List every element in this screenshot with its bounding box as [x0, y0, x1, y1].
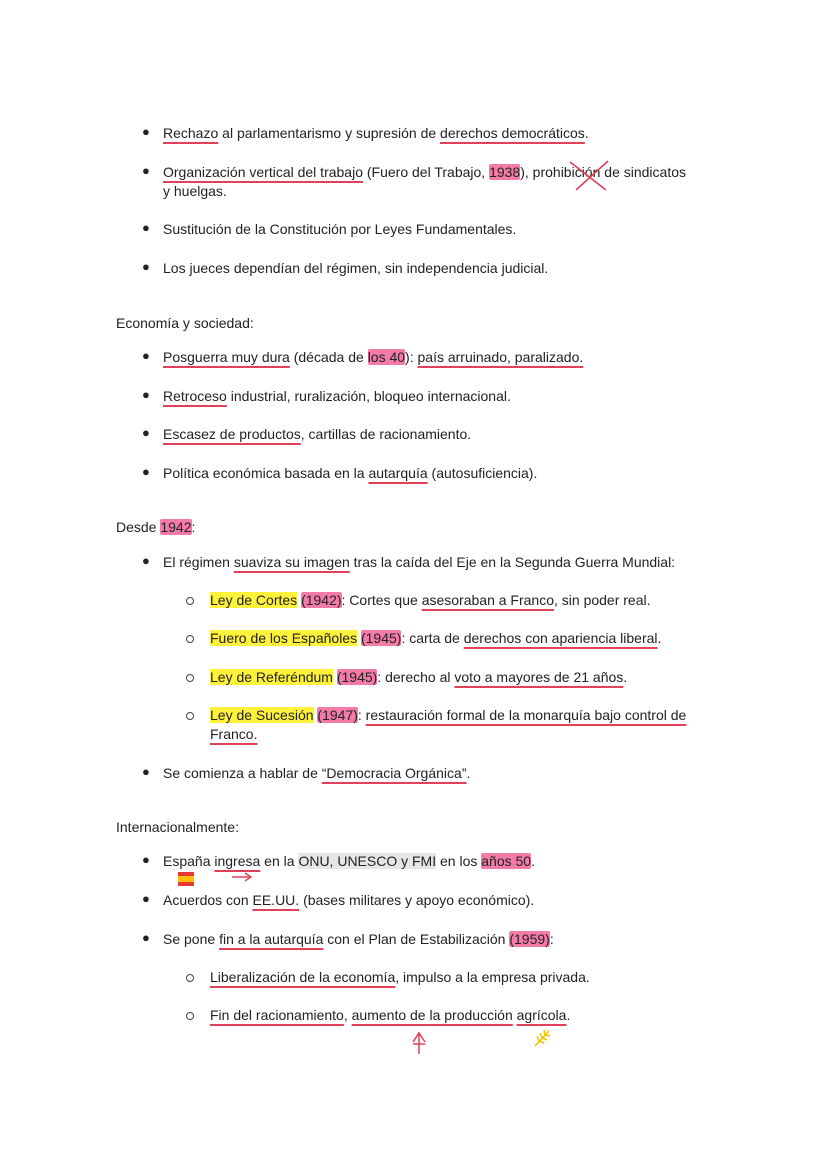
sub-list-item-continuation: Franco. — [210, 726, 258, 742]
sub-list-item: Fin del racionamiento, aumento de la producción agrícola. — [210, 1007, 571, 1023]
list-item-continuation: y huelgas. — [163, 183, 227, 199]
list-item: Política económica basada en la autarquía (autosuficiencia). — [163, 465, 538, 481]
list-item: Posguerra muy dura (década de los 40): país arruinado, paralizado. — [163, 349, 584, 365]
bullet: ● — [142, 553, 150, 568]
sub-list-item: Fuero de los Españoles (1945): carta de derechos con apariencia liberal. — [210, 630, 662, 646]
list-item: Retroceso industrial, ruralización, bloqueo internacional. — [163, 388, 511, 404]
bullet: ● — [142, 163, 150, 178]
section-heading: Economía y sociedad: — [116, 315, 254, 331]
up-arrow-doodle-icon — [410, 1030, 428, 1056]
cross-out-mark — [566, 158, 612, 194]
sub-bullet — [186, 712, 194, 720]
sub-bullet — [186, 974, 194, 982]
bullet: ● — [142, 124, 150, 139]
list-item: Se comienza a hablar de “Democracia Orgánica”. — [163, 765, 471, 781]
sub-bullet — [186, 1012, 194, 1020]
list-item: El régimen suaviza su imagen tras la caída del Eje en la Segunda Guerra Mundial: — [163, 554, 676, 570]
bullet: ● — [142, 259, 150, 274]
bullet: ● — [142, 464, 150, 479]
sub-list-item: Ley de Sucesión (1947): restauración formal de la monarquía bajo control de — [210, 707, 687, 723]
bullet: ● — [142, 387, 150, 402]
list-item: Los jueces dependían del régimen, sin independencia judicial. — [163, 260, 549, 276]
list-item: Acuerdos con EE.UU. (bases militares y apoyo económico). — [163, 892, 535, 908]
list-item: Sustitución de la Constitución por Leyes Fundamentales. — [163, 221, 517, 237]
sub-list-item: Liberalización de la economía, impulso a la empresa privada. — [210, 969, 590, 985]
wheat-doodle-icon — [531, 1027, 553, 1049]
list-item: Se pone fin a la autarquía con el Plan de Estabilización (1959): — [163, 931, 554, 947]
section-heading: Desde 1942: — [116, 519, 196, 535]
sub-bullet — [186, 674, 194, 682]
list-item: Escasez de productos, cartillas de racionamiento. — [163, 426, 472, 442]
bullet: ● — [142, 852, 150, 867]
bullet: ● — [142, 425, 150, 440]
list-item: Organización vertical del trabajo (Fuero del Trabajo, 1938), prohibición de sindicatos — [163, 164, 686, 180]
sub-list-item: Ley de Referéndum (1945): derecho al voto a mayores de 21 años. — [210, 669, 628, 685]
list-item: España ingresa en la ONU, UNESCO y FMI en los años 50. — [163, 853, 535, 869]
sub-bullet — [186, 635, 194, 643]
bullet: ● — [142, 891, 150, 906]
bullet: ● — [142, 220, 150, 235]
sub-bullet — [186, 597, 194, 605]
section-heading: Internacionalmente: — [116, 819, 239, 835]
spain-flag-icon — [177, 871, 195, 887]
arrow-right-icon — [230, 872, 254, 882]
bullet: ● — [142, 930, 150, 945]
bullet: ● — [142, 348, 150, 363]
bullet: ● — [142, 764, 150, 779]
sub-list-item: Ley de Cortes (1942): Cortes que asesoraban a Franco, sin poder real. — [210, 592, 651, 608]
list-item: Rechazo al parlamentarismo y supresión de derechos democráticos. — [163, 125, 589, 141]
